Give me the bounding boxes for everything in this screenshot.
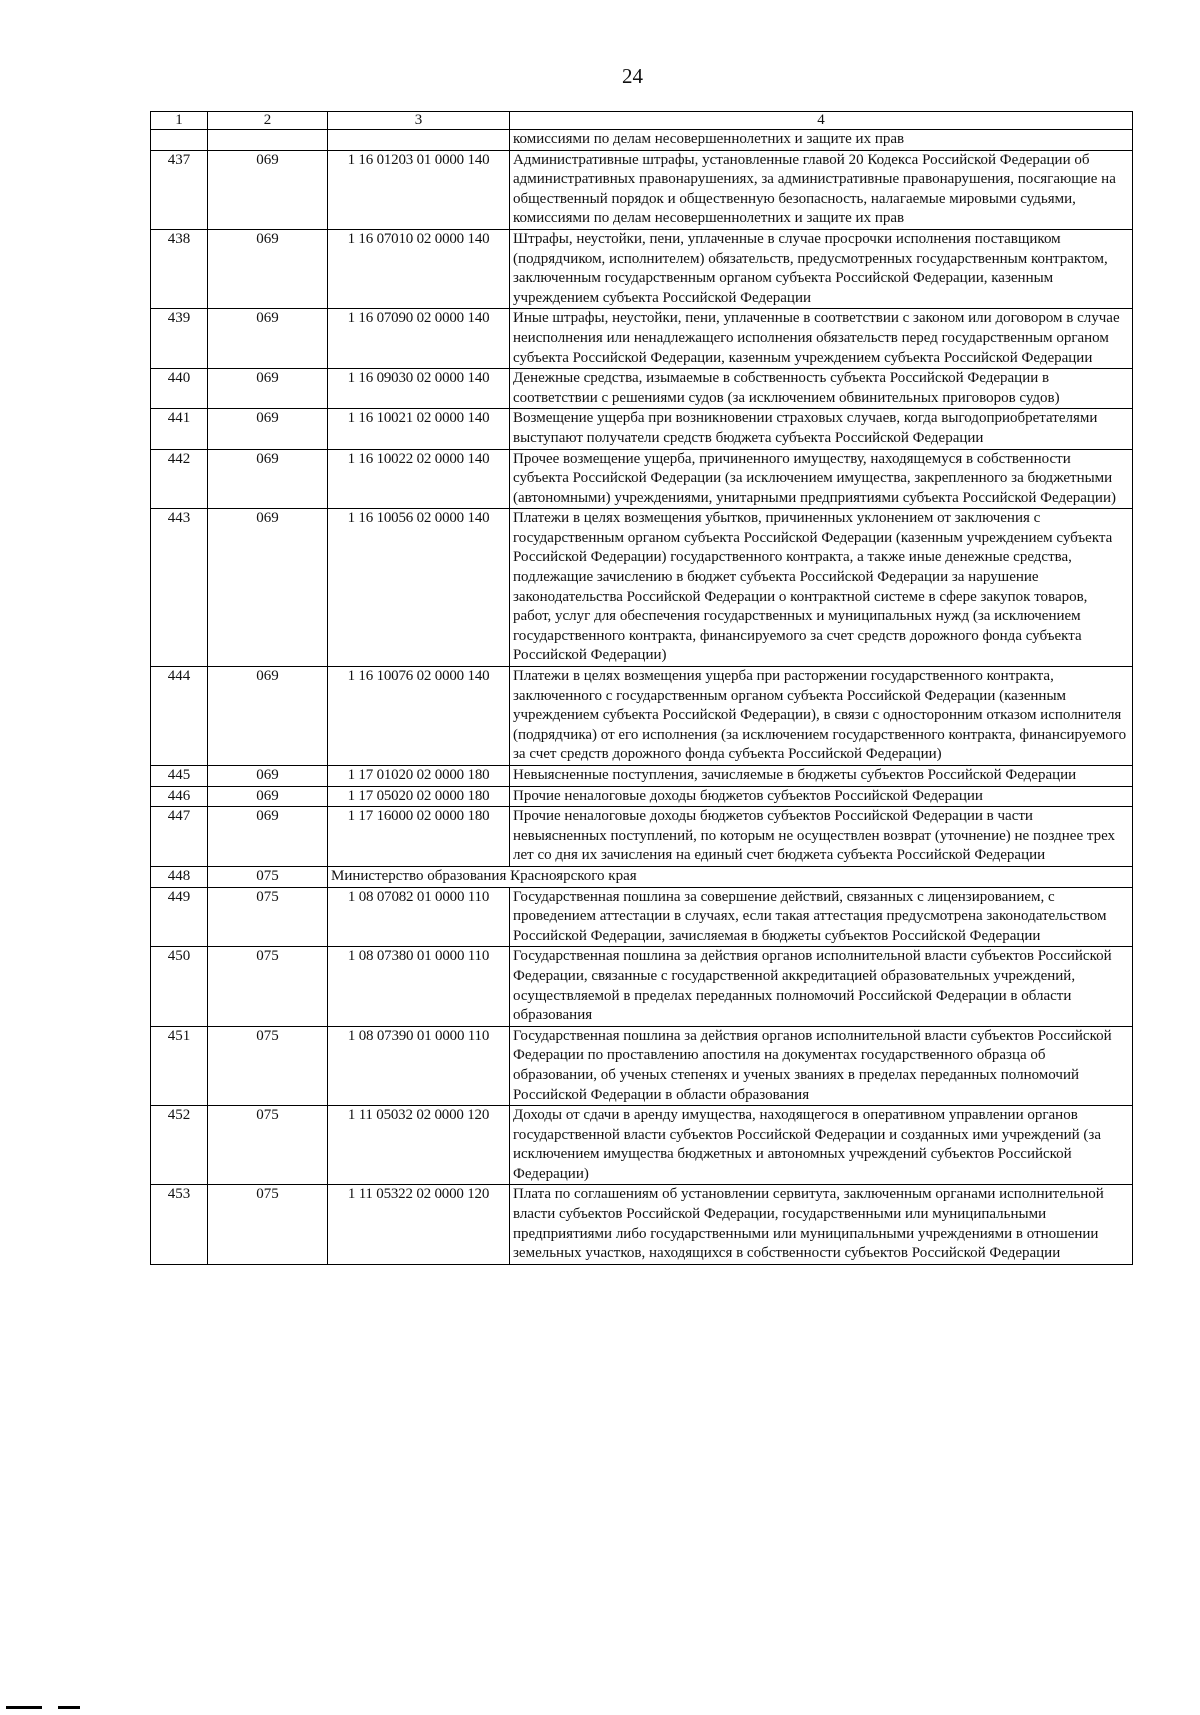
row-number: 444: [151, 667, 208, 766]
budget-classification-code: 1 16 07010 02 0000 140: [328, 229, 510, 308]
table-row: [151, 309, 1133, 369]
row-number: 453: [151, 1185, 208, 1264]
revenue-description: Платежи в целях возмещения ущерба при расторжении государственного контракта, заключенного с государственным органом субъекта Российской Федерации (казенным учреждением субъекта Российской Федерации), в связи с односторонним отказом исполнителя (подрядчика) от его исполнения (за исключением государственного контракта, финансируемого за счет средств дорожного фонда субъекта Российской Федерации): [510, 667, 1133, 766]
table-row: [151, 807, 1133, 867]
budget-classification-code: 1 11 05322 02 0000 120: [328, 1185, 510, 1264]
administrator-code: 075: [208, 1026, 328, 1105]
budget-classification-code: 1 16 09030 02 0000 140: [328, 369, 510, 409]
table-row: [151, 1026, 1133, 1105]
table-row: [151, 449, 1133, 509]
budget-classification-code: 1 17 01020 02 0000 180: [328, 766, 510, 787]
row-number: 451: [151, 1026, 208, 1105]
administrator-code: 069: [208, 369, 328, 409]
table-body: [151, 130, 1133, 1265]
row-number: 437: [151, 150, 208, 229]
administrator-code: 075: [208, 866, 328, 887]
table-row: [151, 947, 1133, 1026]
continuation-row: [151, 130, 1133, 151]
row-number: 440: [151, 369, 208, 409]
administrator-code: 069: [208, 309, 328, 369]
administrator-code: 069: [208, 509, 328, 667]
column-header-1: 1: [151, 112, 208, 130]
column-header-4: 4: [510, 112, 1133, 130]
scan-mark: [6, 1706, 42, 1709]
revenue-description: Прочие неналоговые доходы бюджетов субъектов Российской Федерации: [510, 786, 1133, 807]
row-number: 442: [151, 449, 208, 509]
budget-classification-code: 1 08 07082 01 0000 110: [328, 887, 510, 947]
budget-classification-code: 1 11 05032 02 0000 120: [328, 1106, 510, 1185]
revenue-description: Прочие неналоговые доходы бюджетов субъектов Российской Федерации в части невыясненных поступлений, по которым не осуществлен возврат (уточнение) не позднее трех лет со дня их зачисления на единый счет бюджета субъекта Российской Федерации: [510, 807, 1133, 867]
administrator-code: 075: [208, 1106, 328, 1185]
table-row: [151, 409, 1133, 449]
table-row: [151, 887, 1133, 947]
row-number: 449: [151, 887, 208, 947]
revenue-description: Невыясненные поступления, зачисляемые в бюджеты субъектов Российской Федерации: [510, 766, 1133, 787]
budget-classification-code: 1 16 10056 02 0000 140: [328, 509, 510, 667]
administrator-code: 069: [208, 449, 328, 509]
table-row: [151, 766, 1133, 787]
row-number: 450: [151, 947, 208, 1026]
continuation-text: комиссиями по делам несовершеннолетних и защите их прав: [510, 130, 1133, 151]
table-row: [151, 369, 1133, 409]
row-number: 439: [151, 309, 208, 369]
budget-classification-code: 1 08 07380 01 0000 110: [328, 947, 510, 1026]
table-row: [151, 150, 1133, 229]
revenue-description: Плата по соглашениям об установлении сервитута, заключенным органами исполнительной власти субъектов Российской Федерации, государственными или муниципальными предприятиями либо государственными или муниципальными учреждениями в отношении земельных участков, находящихся в собственности субъектов Российской Федерации: [510, 1185, 1133, 1264]
administrator-code: 075: [208, 887, 328, 947]
administrator-code: 069: [208, 766, 328, 787]
row-number: 445: [151, 766, 208, 787]
budget-classification-code: 1 16 10076 02 0000 140: [328, 667, 510, 766]
page-number: 24: [622, 64, 643, 88]
table-row: [151, 786, 1133, 807]
revenue-description: Возмещение ущерба при возникновении страховых случаев, когда выгодоприобретателями выступают получатели средств бюджета субъекта Российской Федерации: [510, 409, 1133, 449]
administrator-code: 069: [208, 150, 328, 229]
row-number: 446: [151, 786, 208, 807]
revenue-description: Государственная пошлина за действия органов исполнительной власти субъектов Российской Федерации, связанные с государственной аккредитацией образовательных учреждений, осуществляемой в пределах переданных полномочий Российской Федерации в области образования: [510, 947, 1133, 1026]
revenue-description: Государственная пошлина за совершение действий, связанных с лицензированием, с проведением аттестации в случаях, если такая аттестация предусмотрена законодательством Российской Федерации, зачисляемая в бюджеты субъектов Российской Федерации: [510, 887, 1133, 947]
budget-classification-code: 1 16 01203 01 0000 140: [328, 150, 510, 229]
table-header-row: [151, 112, 1133, 130]
revenue-description: Доходы от сдачи в аренду имущества, находящегося в оперативном управлении органов государственной власти субъектов Российской Федерации и созданных ими учреждений (за исключением имущества бюджетных и автономных учреждений субъектов Российской Федерации): [510, 1106, 1133, 1185]
table-row: [151, 1106, 1133, 1185]
table-row: [151, 1185, 1133, 1264]
budget-classification-code: 1 16 10022 02 0000 140: [328, 449, 510, 509]
row-number: 438: [151, 229, 208, 308]
row-number: 448: [151, 866, 208, 887]
table-row: [151, 866, 1133, 887]
row-number: 447: [151, 807, 208, 867]
revenue-description: Прочее возмещение ущерба, причиненного имуществу, находящемуся в собственности субъекта Российской Федерации (за исключением имущества, закрепленного за бюджетными (автономными) учреждениями, унитарными предприятиями субъекта Российской Федерации): [510, 449, 1133, 509]
administrator-code: 069: [208, 807, 328, 867]
budget-classification-code: 1 16 10021 02 0000 140: [328, 409, 510, 449]
budget-classification-code: 1 16 07090 02 0000 140: [328, 309, 510, 369]
administrator-code: 075: [208, 1185, 328, 1264]
revenue-description: Штрафы, неустойки, пени, уплаченные в случае просрочки исполнения поставщиком (подрядчиком, исполнителем) обязательств, предусмотренных государственным контрактом, заключенным государственным органом субъекта Российской Федерации, казенным учреждением субъекта Российской Федерации: [510, 229, 1133, 308]
ministry-name: Министерство образования Красноярского края: [328, 866, 1133, 887]
revenue-description: Денежные средства, изымаемые в собственность субъекта Российской Федерации в соответствии с решениями судов (за исключением обвинительных приговоров судов): [510, 369, 1133, 409]
table-row: [151, 509, 1133, 667]
row-number: 452: [151, 1106, 208, 1185]
column-header-3: 3: [328, 112, 510, 130]
administrator-code: 069: [208, 786, 328, 807]
row-number: 441: [151, 409, 208, 449]
revenue-codes-table: [150, 111, 1133, 1265]
table-row: [151, 229, 1133, 308]
revenue-description: Государственная пошлина за действия органов исполнительной власти субъектов Российской Федерации по проставлению апостиля на документах государственного образца об образовании, об ученых степенях и ученых званиях в пределах переданных полномочий Российской Федерации в области образования: [510, 1026, 1133, 1105]
table-row: [151, 667, 1133, 766]
budget-classification-code: 1 08 07390 01 0000 110: [328, 1026, 510, 1105]
scan-mark: [58, 1706, 80, 1709]
administrator-code: 075: [208, 947, 328, 1026]
revenue-description: Иные штрафы, неустойки, пени, уплаченные в соответствии с законом или договором в случае неисполнения или ненадлежащего исполнения обязательств перед государственным органом субъекта Российской Федерации, казенным учреждением субъекта Российской Федерации: [510, 309, 1133, 369]
administrator-code: 069: [208, 229, 328, 308]
column-header-2: 2: [208, 112, 328, 130]
budget-classification-code: 1 17 16000 02 0000 180: [328, 807, 510, 867]
revenue-description: Административные штрафы, установленные главой 20 Кодекса Российской Федерации об административных правонарушениях, за административные правонарушения, посягающие на общественный порядок и общественную безопасность, налагаемые мировыми судьями, комиссиями по делам несовершеннолетних и защите их прав: [510, 150, 1133, 229]
budget-classification-code: 1 17 05020 02 0000 180: [328, 786, 510, 807]
administrator-code: 069: [208, 409, 328, 449]
revenue-description: Платежи в целях возмещения убытков, причиненных уклонением от заключения с государственным органом субъекта Российской Федерации (казенным учреждением субъекта Российской Федерации) государственного контракта, а также иные денежные средства, подлежащие зачислению в бюджет субъекта Российской Федерации за нарушение законодательства Российской Федерации о контрактной системе в сфере закупок товаров, работ, услуг для обеспечения государственных и муниципальных нужд (за исключением государственного контракта, финансируемого за счет средств дорожного фонда субъекта Российской Федерации): [510, 509, 1133, 667]
administrator-code: 069: [208, 667, 328, 766]
row-number: 443: [151, 509, 208, 667]
